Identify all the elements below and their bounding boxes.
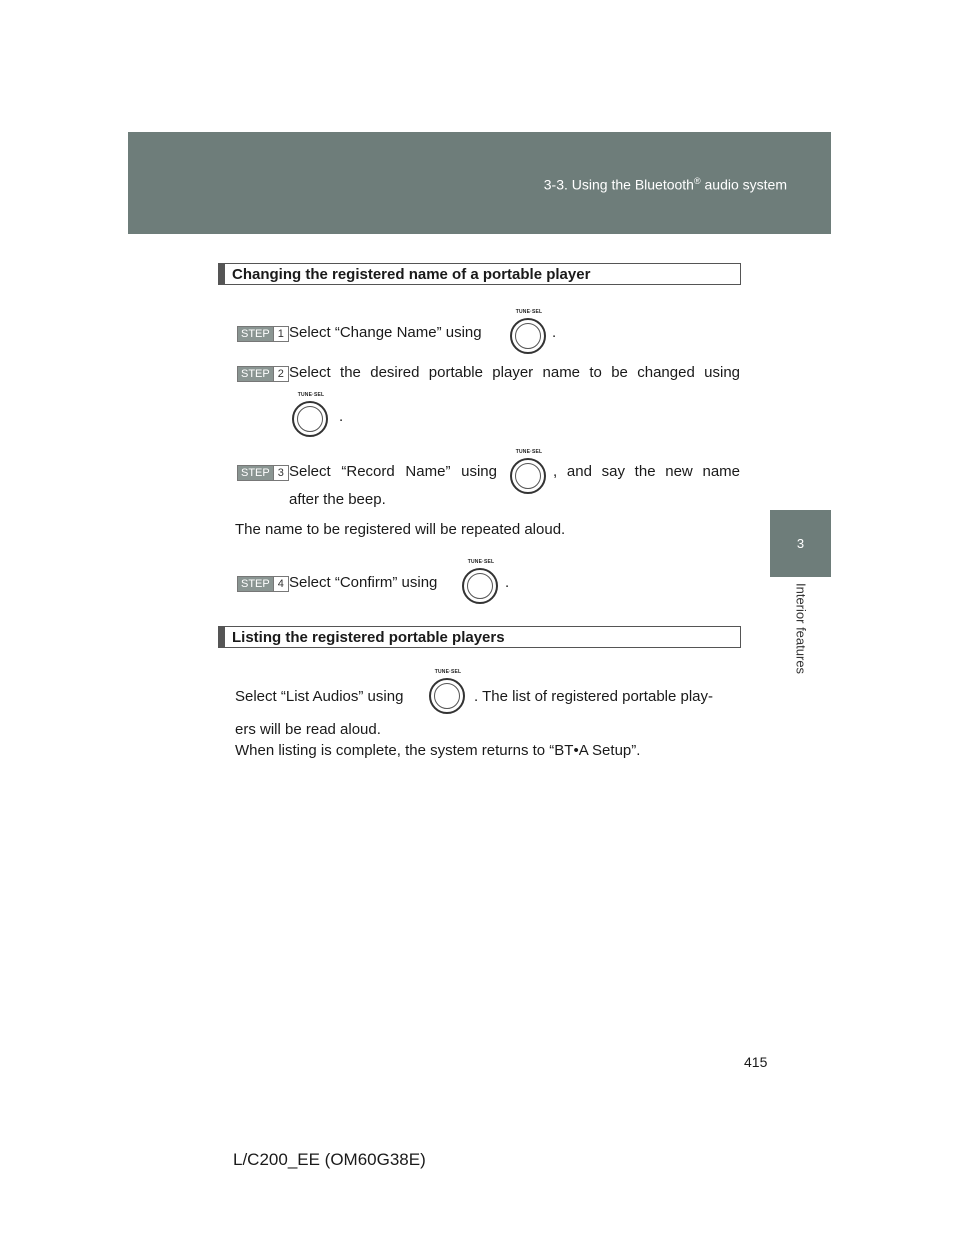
note-text: The name to be registered will be repeated aloud.	[235, 521, 566, 538]
body-text: Select “List Audios” using	[235, 688, 404, 705]
tune-sel-knob-icon: TUNE·SEL	[455, 559, 507, 609]
section-heading-listing: Listing the registered portable players	[218, 626, 741, 648]
step-text: Select “Confirm” using	[289, 574, 438, 591]
chapter-label: Interior features	[793, 583, 808, 675]
section-header-title: 3-3. Using the Bluetooth® audio system	[543, 176, 787, 193]
body-text: ers will be read aloud.	[235, 721, 381, 738]
step-badge: STEP 4	[237, 576, 289, 592]
tune-sel-knob-icon: TUNE·SEL	[503, 309, 555, 359]
step-text-end: .	[505, 574, 510, 591]
step-text: Select “Record Name” using	[289, 463, 497, 480]
tune-sel-knob-icon: TUNE·SEL	[422, 669, 474, 719]
tune-sel-knob-icon: TUNE·SEL	[285, 392, 337, 442]
header-band	[128, 132, 831, 234]
body-text: . The list of registered portable play-	[474, 688, 714, 705]
section-heading-rename: Changing the registered name of a portable player	[218, 263, 741, 285]
step-badge: STEP 3	[237, 465, 289, 481]
step-text: Select “Change Name” using	[289, 324, 482, 341]
step-text: after the beep.	[289, 491, 386, 508]
tune-sel-knob-icon: TUNE·SEL	[503, 449, 555, 499]
document-code: L/C200_EE (OM60G38E)	[233, 1150, 426, 1169]
step-text-end: .	[552, 324, 557, 341]
step-text: Select the desired portable player name to be changed using	[289, 364, 740, 381]
step-text-end: .	[339, 408, 344, 425]
step-badge: STEP 1	[237, 326, 289, 342]
step-text: , and say the new name	[553, 463, 740, 480]
chapter-number: 3	[796, 536, 805, 551]
page-number: 415	[744, 1054, 768, 1070]
chapter-tab	[770, 510, 831, 577]
body-text: When listing is complete, the system returns to “BT•A Setup”.	[235, 742, 641, 759]
step-badge: STEP 2	[237, 366, 289, 382]
